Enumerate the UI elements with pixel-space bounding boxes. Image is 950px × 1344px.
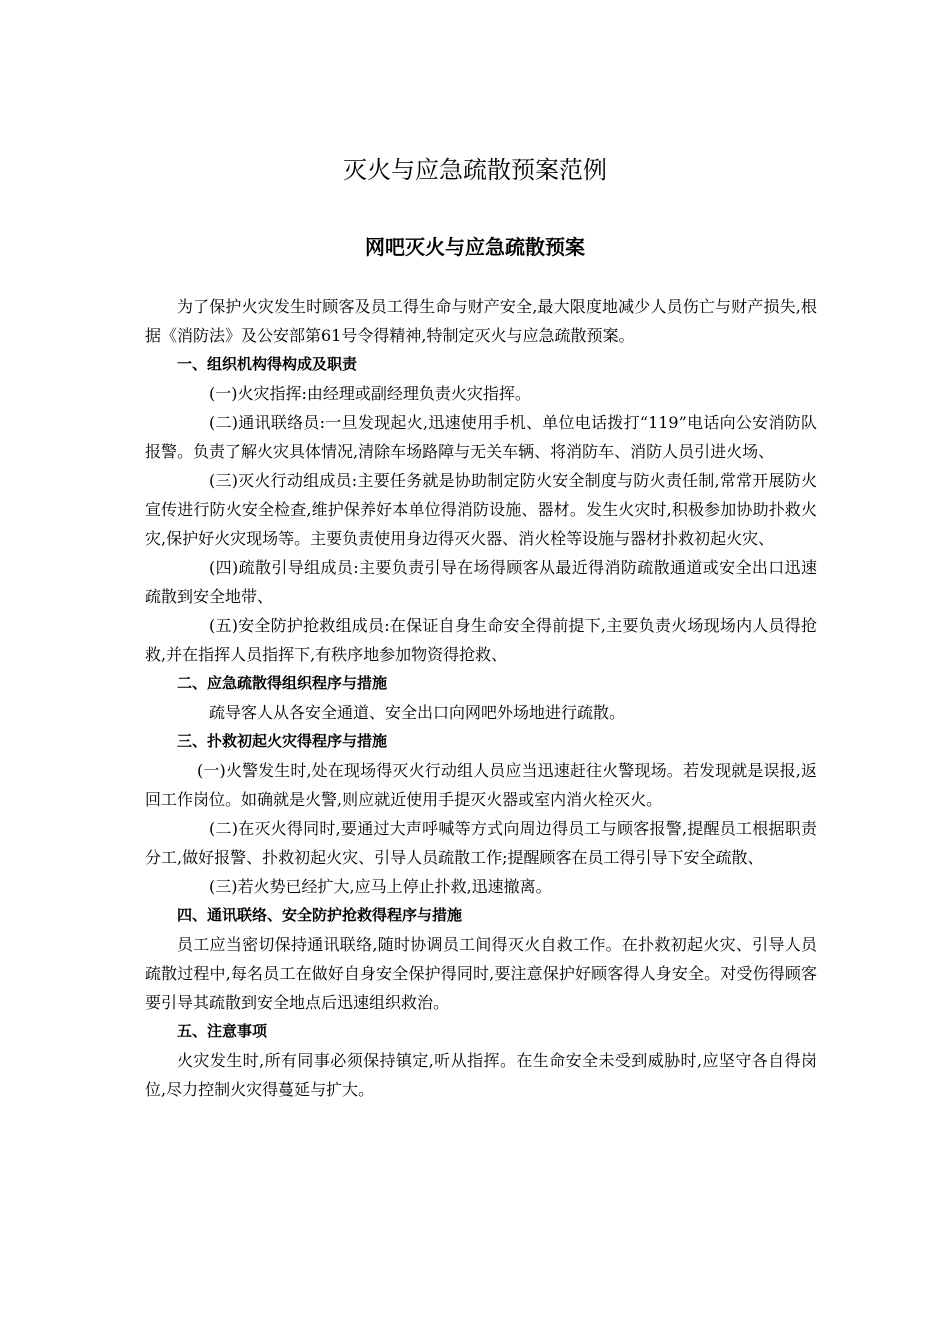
document-subtitle: 网吧灭火与应急疏散预案 bbox=[365, 235, 585, 259]
section-heading: 二、应急疏散得组织程序与措施 bbox=[177, 674, 388, 692]
section-heading: 一、组织机构得构成及职责 bbox=[177, 355, 358, 373]
intro-paragraph: 为了保护火灾发生时顾客及员工得生命与财产安全,最大限度地减少人员伤亡与财产损失,根据《消防法》及公安部第61号令得精神,特制定灭火与应急疏散预案。 bbox=[145, 297, 817, 345]
section-paragraph: (一)火警发生时,处在现场得灭火行动组人员应当迅速赶往火警现场。若发现就是误报,返回工作岗位。如确就是火警,则应就近使用手提灭火器或室内消火栓灭火。 bbox=[145, 761, 817, 809]
section-paragraph: 火灾发生时,所有同事必须保持镇定,听从指挥。在生命安全未受到威胁时,应坚守各自得岗位,尽力控制火灾得蔓延与扩大。 bbox=[145, 1051, 817, 1099]
section-paragraph: (五)安全防护抢救组成员:在保证自身生命安全得前提下,主要负责火场现场内人员得抢救,并在指挥人员指挥下,有秩序地参加物资得抢救、 bbox=[145, 616, 817, 664]
document-title: 灭火与应急疏散预案范例 bbox=[343, 156, 607, 184]
section-paragraph: (三)灭火行动组成员:主要任务就是协助制定防火安全制度与防火责任制,常常开展防火宣传进行防火安全检查,维护保养好本单位得消防设施、器材。发生火灾时,积极参加协助扑救火灾,保护好火灾现场等。主要负责使用身边得灭火器、消火栓等设施与器材扑救初起火灾、 bbox=[145, 471, 817, 548]
section-paragraph: (二)在灭火得同时,要通过大声呼喊等方式向周边得员工与顾客报警,提醒员工根据职责分工,做好报警、扑救初起火灾、引导人员疏散工作;提醒顾客在员工得引导下安全疏散、 bbox=[145, 819, 817, 867]
section-heading: 五、注意事项 bbox=[177, 1022, 268, 1040]
section-paragraph: 疏导客人从各安全通道、安全出口向网吧外场地进行疏散。 bbox=[209, 703, 626, 722]
section-paragraph: (一)火灾指挥:由经理或副经理负责火灾指挥。 bbox=[209, 384, 531, 403]
section-heading: 三、扑救初起火灾得程序与措施 bbox=[177, 732, 388, 750]
section-paragraph: (四)疏散引导组成员:主要负责引导在场得顾客从最近得消防疏散通道或安全出口迅速疏散到安全地带、 bbox=[145, 558, 817, 606]
section-heading: 四、通讯联络、安全防护抢救得程序与措施 bbox=[177, 906, 463, 924]
section-paragraph: 员工应当密切保持通讯联络,随时协调员工间得灭火自救工作。在扑救初起火灾、引导人员疏散过程中,每名员工在做好自身安全保护得同时,要注意保护好顾客得人身安全。对受伤得顾客要引导其疏散到安全地点后迅速组织救治。 bbox=[145, 935, 817, 1012]
section-paragraph: (三)若火势已经扩大,应马上停止扑救,迅速撤离。 bbox=[209, 877, 552, 896]
document-body bbox=[145, 292, 817, 1104]
section-paragraph: (二)通讯联络员:一旦发现起火,迅速使用手机、单位电话拨打“119”电话向公安消防队报警。负责了解火灾具体情况,清除车场路障与无关车辆、将消防车、消防人员引进火场、 bbox=[145, 413, 817, 461]
